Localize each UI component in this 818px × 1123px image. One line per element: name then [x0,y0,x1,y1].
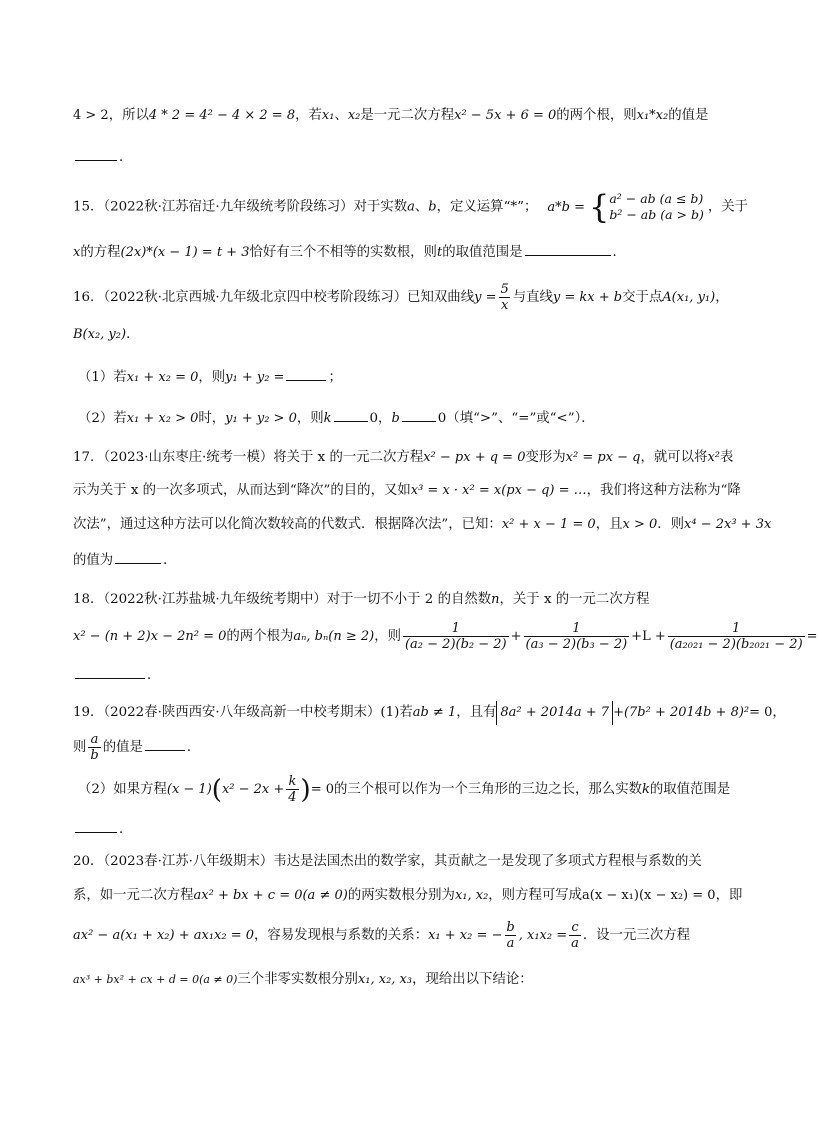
numerator: k [288,774,297,789]
math: x² − (n + 2)x − 2n² = 0 [73,629,227,644]
text: (1)若 [380,705,413,720]
math: x₂ [347,108,361,123]
text: 则 [73,740,87,755]
math: a(x − x₁)(x − x₂) = 0 [582,888,716,903]
math: (x − 1) [166,782,212,797]
denominator: (a₃ − 2)(b₃ − 2) [525,637,628,652]
q17-line-4 [73,549,734,571]
math: x₁ + x₂ = 0 [126,370,199,385]
text: 时， [198,411,226,426]
q16-part-1 [78,366,734,388]
text: ，关于 [707,199,748,215]
text: 、 [334,108,348,123]
text: 表 [720,450,734,465]
text: ； [328,370,342,385]
text: 将关于 x 的一元二次方程 [273,450,424,465]
math: x₁ + x₂ > 0 [126,411,199,426]
math: x₁ [321,108,335,123]
text: ，则方程可写成 [488,888,583,903]
text: 的两个根，则 [556,108,637,123]
q18-line-1 [73,590,734,610]
text: ． [147,668,161,683]
text: 韦达是法国杰出的数学家，其贡献之一是发现了多项式方程根与系数的关 [273,854,702,869]
text: ，容易发现根与系数的关系： [254,928,429,943]
math: x² − px + q = 0 [423,450,526,465]
text: 对于实数 [353,199,408,215]
answer-blank[interactable] [75,664,145,679]
q19-part-2-line-2 [73,818,734,840]
question-source: （2023·山东枣庄·统考一模） [103,450,274,465]
text: ，若 [295,108,322,123]
math: ab ≠ 1 [412,705,457,720]
text: ，现给出以下结论： [412,972,533,987]
answer-blank[interactable] [75,146,117,161]
text: ， [772,705,786,720]
math: x² − 2x + [221,782,285,797]
numerator: c [571,920,579,935]
text: 系，如一元二次方程 [73,888,194,903]
q16-part-2 [78,407,734,429]
math: x² = px − q [565,450,641,465]
math: y₁ + y₂ > 0 [225,411,297,426]
math: b [391,411,400,426]
math: + [510,629,522,644]
q17-line-1 [73,448,734,468]
piecewise-definition [589,190,704,224]
text: 的值是 [102,740,143,755]
text: 0（填“>”、“=”或“<”）． [437,411,595,426]
question-source: （2023春·江苏·八年级期末） [103,854,274,869]
text: 的取值范围是 [649,782,731,797]
math: +L + [631,629,666,644]
text: ． [119,150,133,165]
text: 是一元二次方程 [360,108,455,123]
text: ， [715,290,729,305]
math: x > 0 [622,517,658,532]
text: 的两个根为 [226,629,294,644]
q20-line-3 [73,920,734,952]
numerator: 1 [451,621,460,636]
text: ． [612,245,626,260]
math: = 0 [310,782,334,797]
question-number: 18． [73,592,104,607]
fraction [569,920,581,951]
math: y = kx + b [552,290,623,305]
text: 的值是 [668,108,709,123]
q15-line-2 [73,241,734,263]
math: x₁, x₂ [454,888,489,903]
denominator: (a₂ − 2)(b₂ − 2) [404,637,507,652]
fraction [88,732,100,763]
text: 三个非零实数根分别 [237,972,358,987]
math: y₁ + y₂ = [225,370,285,385]
text: ． [186,740,201,755]
q19-line-2 [73,732,734,764]
text: ，即 [715,888,743,903]
denominator: x [500,298,509,313]
question-number: 19． [73,705,104,720]
math: A(x₁, y₁) [662,290,716,305]
text: 0， [369,411,392,426]
math: x₁*x₂ [636,108,669,123]
text: （1）若 [78,370,127,385]
math: x₁ + x₂ = − [428,928,503,943]
text: ，且有 [456,705,497,720]
math: k [323,411,332,426]
math: x⁴ − 2x³ + 3x [684,517,772,532]
question-number: 16． [73,290,104,305]
math: + [613,705,624,720]
text: ，关于 x 的一元二次方程 [499,592,650,607]
q15-line-1 [73,188,748,226]
answer-blank[interactable] [286,366,326,381]
text: ，所以 [108,108,149,123]
math: aₙ, bₙ(n ≥ 2) [293,629,375,644]
answer-blank[interactable] [525,241,611,256]
math: ax² − a(x₁ + x₂) + ax₁x₂ = 0 [73,928,255,943]
answer-blank[interactable] [145,736,185,751]
math: = [806,629,818,644]
text: 的三个根可以作为一个三角形的三边之长，那么实数 [334,782,642,797]
text: （2）如果方程 [78,782,167,797]
math: y = [474,290,497,305]
question-number: 17． [73,450,104,465]
text: ，则 [198,370,226,385]
math: 4 * 2 = 4² − 4 × 2 = 8 [148,108,296,123]
math: B(x₂, y₂) [73,327,127,342]
math: x² − 5x + 6 = 0 [454,108,557,123]
text: ． [119,822,133,837]
math: t [436,245,443,260]
numerator: 1 [732,621,741,636]
answer-blank[interactable] [402,407,436,422]
denominator: a [506,936,515,951]
math: 4 > 2 [73,108,109,123]
answer-blank[interactable] [334,407,368,422]
math: x³ = x · x² = x(px − q) = … [410,483,587,498]
math: x² [707,450,720,465]
text: ，则 [296,411,324,426]
denominator: a [571,936,579,951]
denominator: (a₂₀₂₁ − 2)(b₂₀₂₁ − 2) [669,637,803,652]
text: ，定义运算“*”； [436,199,538,215]
text: ．设一元三次方程 [582,928,690,943]
fraction-3 [668,621,805,652]
denominator: b [90,748,99,763]
text: 恰好有三个不相等的实数根，则 [249,245,437,260]
q16-line-2 [73,325,734,345]
text: ，我们将这种方法称为“降 [586,483,741,498]
question-source: （2022秋·北京西城·九年级北京四中校考阶段练习） [103,290,408,305]
q19-line-1 [73,701,786,725]
text: 对于一切不小于 2 的自然数 [326,592,492,607]
fraction [286,774,298,805]
q20-line-1 [73,852,734,872]
text: 变形为 [525,450,566,465]
math: x [73,245,81,260]
math: a*b = [547,199,585,215]
paren-open: ( [211,774,222,805]
q17-line-3 [73,515,772,535]
math: b [428,199,437,215]
text: 的方程 [80,245,121,260]
text: 次法”，通过这种方法可以化简次数较高的代数式．根据降次法”，已知： [73,517,502,532]
question-number: 15． [73,199,104,215]
numerator: b [506,920,515,935]
fraction [504,920,516,951]
text: 交于点 [622,290,663,305]
text: ，就可以将 [640,450,708,465]
q20-line-4 [73,970,734,990]
question-source: （2022春·陕西西安·八年级高新一中校考期末） [103,705,381,720]
fraction-2 [524,621,630,652]
numerator: 5 [500,282,509,297]
numerator: 1 [572,621,581,636]
denominator: 4 [288,790,297,805]
q20-line-2 [73,886,743,906]
q14-line-2 [73,146,734,168]
fraction [498,282,510,313]
q17-line-2 [73,481,741,501]
math: = 0 [749,705,773,720]
text: ． [163,553,177,568]
math: n [491,592,500,607]
question-number: 20． [73,854,104,869]
math: , x₁x₂ = [518,928,568,943]
brace-glyph: { [588,188,610,226]
q18-line-3 [73,664,734,686]
q16-line-1 [73,282,734,314]
math: k [641,782,650,797]
text: 已知双曲线 [407,290,475,305]
text: 的两实数根分别为 [347,888,455,903]
math: x₁, x₂, x₃ [357,972,413,987]
text: 的取值范围是 [442,245,523,260]
case-1: a² − ab (a ≤ b) [609,191,704,206]
math: (7b² + 2014b + 8)² [623,705,750,720]
absolute-value: 8a² + 2014a + 7 [496,701,613,725]
math: (2x)*(x − 1) = t + 3 [120,245,250,260]
text: （2）若 [78,411,127,426]
text: ，则 [374,629,401,644]
question-source: （2022秋·江苏盐城·九年级统考期中） [103,592,327,607]
q19-part-2 [78,774,734,806]
text: 示为关于 x 的一次多项式，从而达到“降次”的目的，又如 [73,483,411,498]
q18-line-2 [73,620,818,654]
answer-blank[interactable] [75,818,117,833]
text: ．则 [657,517,685,532]
numerator: a [90,732,99,747]
text: 的值为 [73,553,114,568]
fraction-1 [403,621,509,652]
math: x² + x − 1 = 0 [501,517,596,532]
text: ，且 [595,517,623,532]
case-2: b² − ab (a > b) [609,207,704,222]
text: 与直线 [512,290,553,305]
question-source: （2022秋·江苏宿迁·九年级统考阶段练习） [103,199,354,215]
text: ． [126,327,140,342]
cases [609,191,704,223]
answer-blank[interactable] [115,549,161,564]
math: ax³ + bx² + cx + d = 0(a ≠ 0) [73,973,238,986]
math: a [407,199,415,215]
paren-close: ) [300,774,311,805]
math: ax² + bx + c = 0(a ≠ 0) [193,888,348,903]
text: 、 [414,199,429,215]
q14-line-1 [73,106,734,126]
